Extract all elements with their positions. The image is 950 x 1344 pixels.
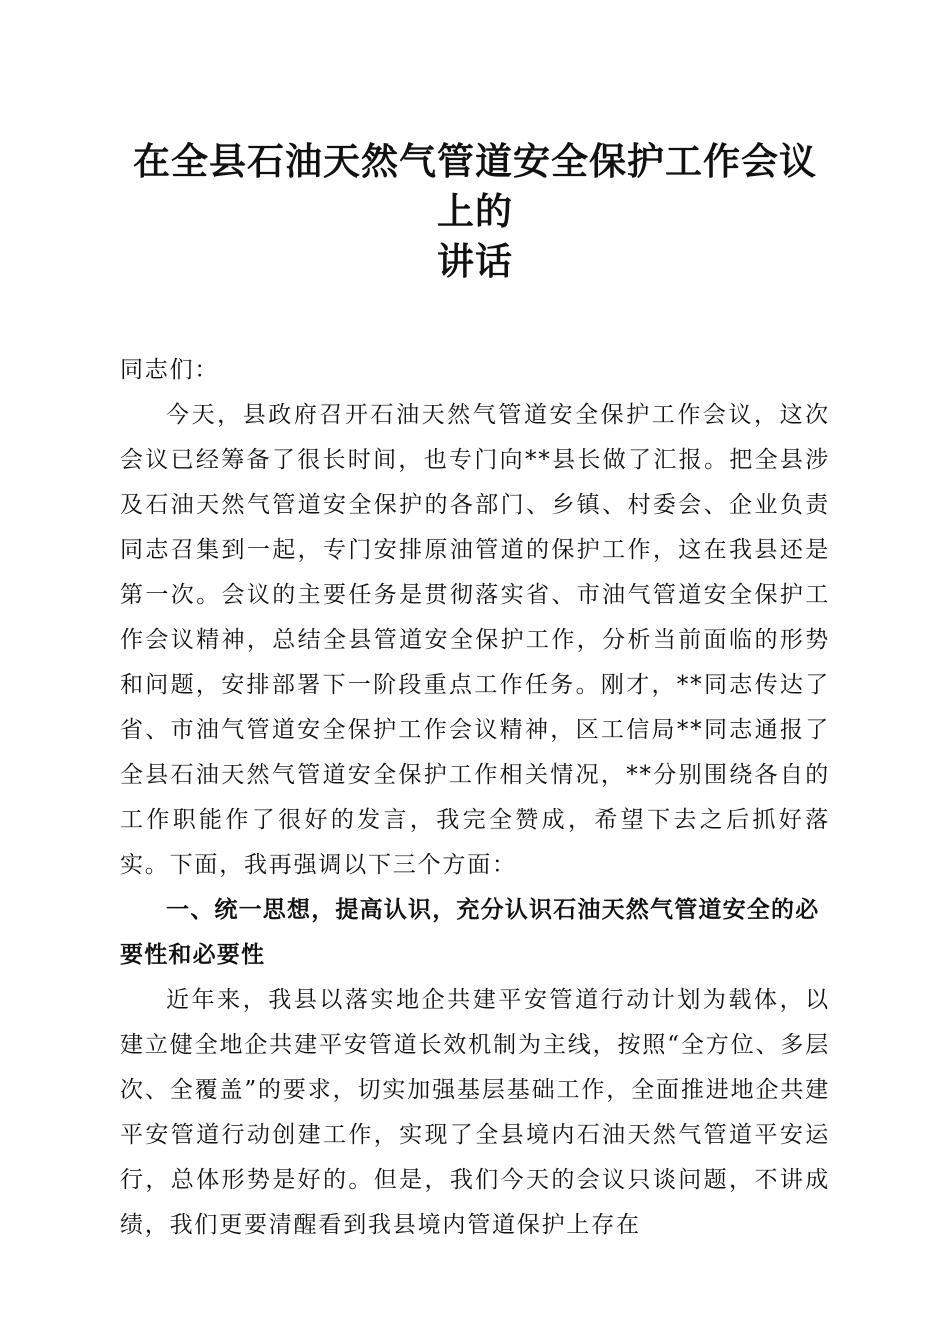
page-title [120,128,830,286]
document-body [120,348,830,1248]
title-line-2: 讲话 [437,239,513,283]
section-heading-1: 一、统一思想，提高认识，充分认识石油天然气管道安全的必要性和必要性 [120,897,820,968]
paragraph-section-1: 近年来，我县以落实地企共建平安管道行动计划为载体，以建立健全地企共建平安管道长效机制为主线，按照“全方位、多层次、全覆盖”的要求，切实加强基层基础工作，全面推进地企共建平安管道行动创建工作，实现了全县境内石油天然气管道平安运行，总体形势是好的。但是，我们今天的会议只谈问题，不讲成绩，我们更要清醒看到我县境内管道保护上存在 [120,987,830,1238]
salutation: 同志们： [120,357,220,383]
title-line-1: 在全县石油天然气管道安全保护工作会议上的 [133,139,817,233]
paragraph-intro: 今天，县政府召开石油天然气管道安全保护工作会议，这次会议已经筹备了很长时间，也专门向**县长做了汇报。把全县涉及石油天然气管道安全保护的各部门、乡镇、村委会、企业负责同志召集到一起，专门安排原油管道的保护工作，这在我县还是第一次。会议的主要任务是贯彻落实省、市油气管道安全保护工作会议精神，总结全县管道安全保护工作，分析当前面临的形势和问题，安排部署下一阶段重点工作任务。刚才，**同志传达了省、市油气管道安全保护工作会议精神，区工信局**同志通报了全县石油天然气管道安全保护工作相关情况，**分别围绕各自的工作职能作了很好的发言，我完全赞成，希望下去之后抓好落实。下面，我再强调以下三个方面： [120,402,830,878]
